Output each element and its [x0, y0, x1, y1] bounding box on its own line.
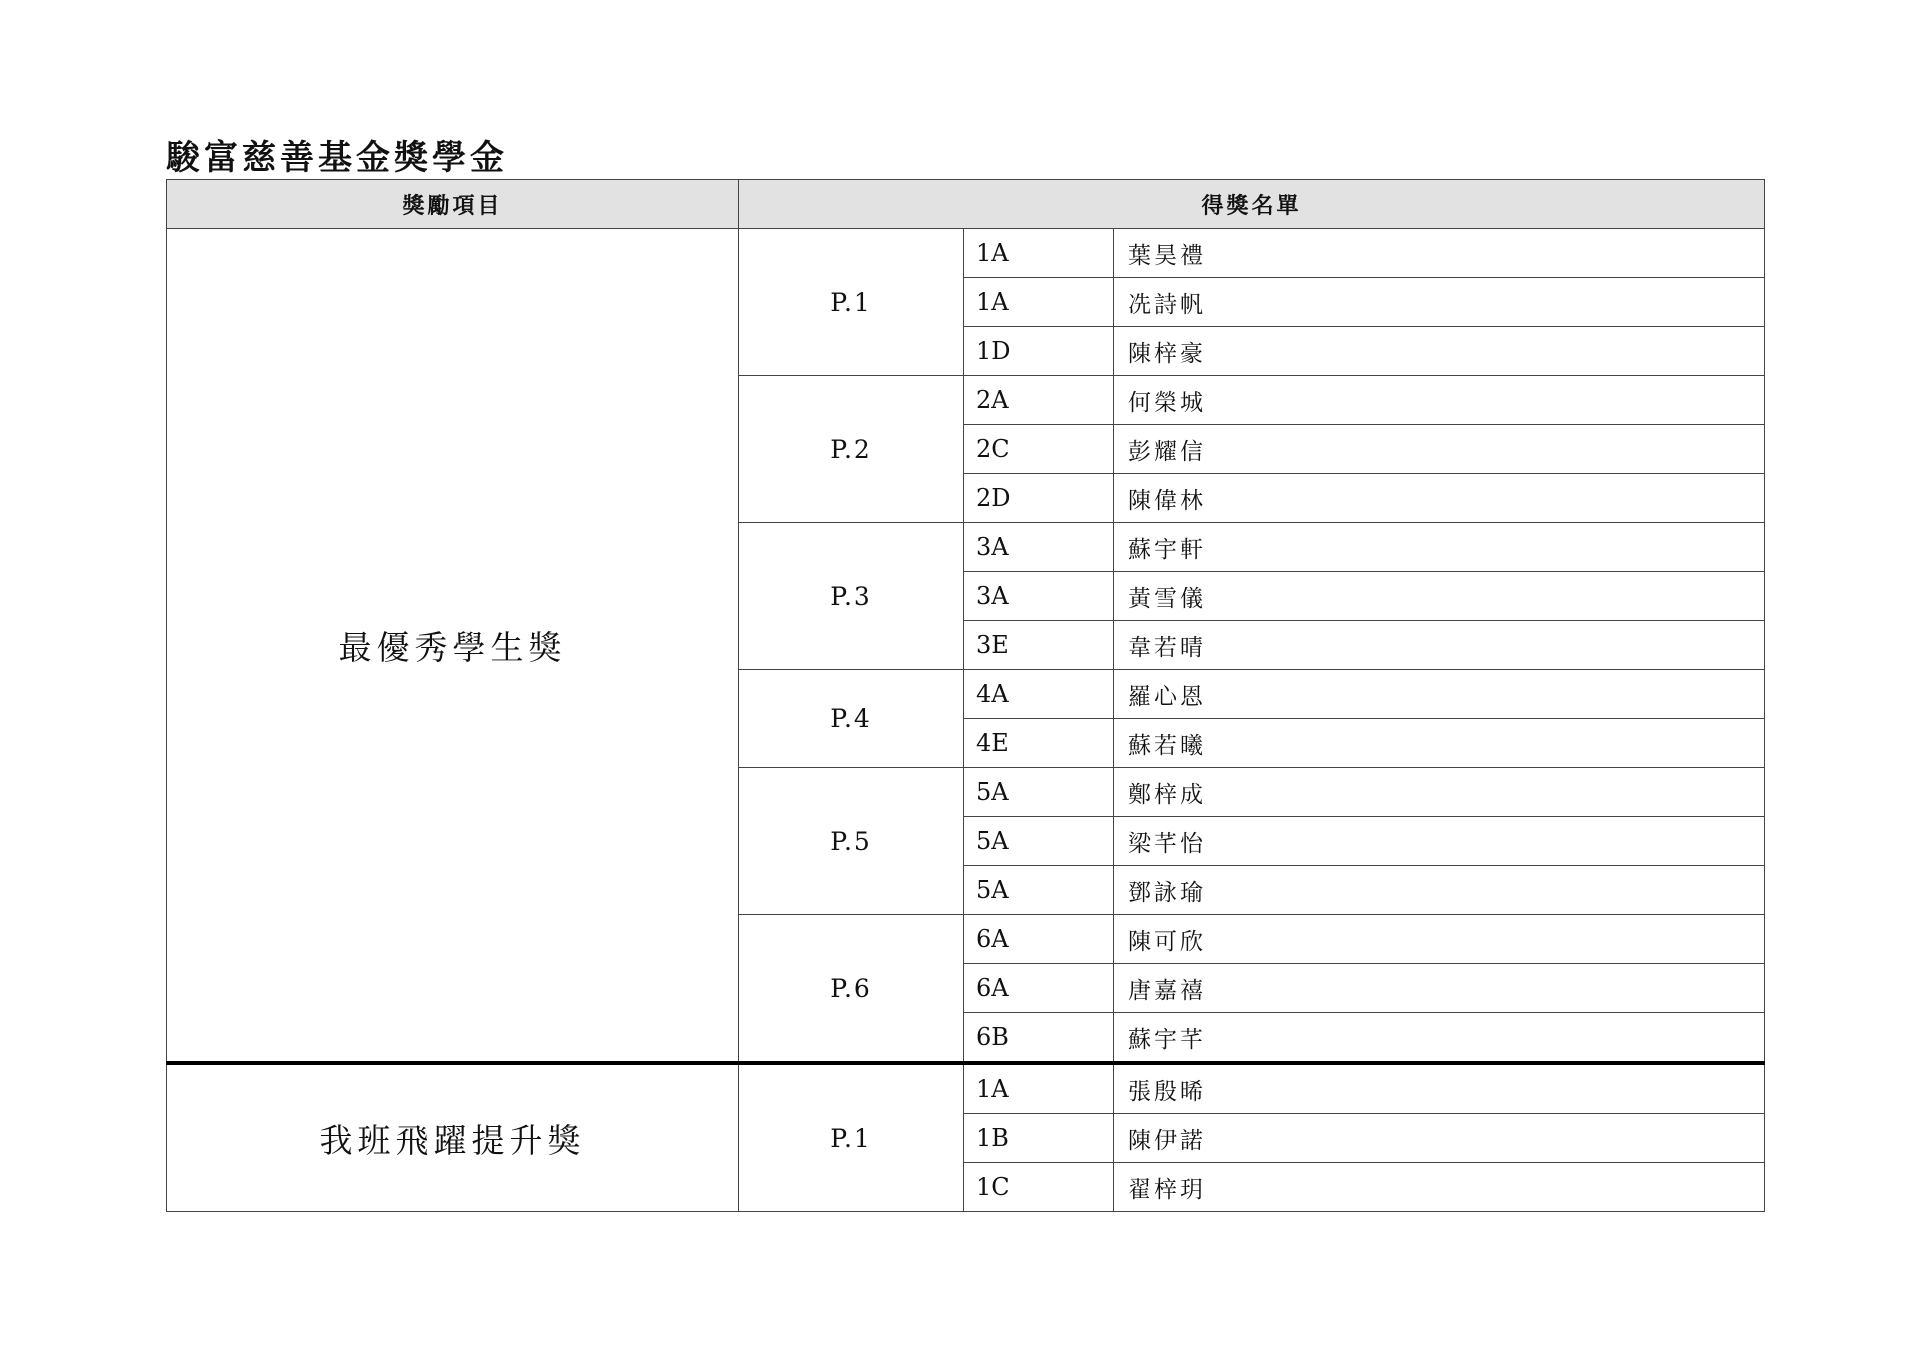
student-name-cell: 冼詩帆 [1114, 278, 1765, 327]
student-name-cell: 葉昊禮 [1114, 229, 1765, 278]
student-name-cell: 陳伊諾 [1114, 1114, 1765, 1163]
grade-level-cell: P.1 [739, 1063, 964, 1212]
award-group [167, 229, 1765, 1064]
grade-level-cell: P.3 [739, 523, 964, 670]
class-cell: 6A [964, 915, 1114, 964]
class-cell: 3A [964, 523, 1114, 572]
page-title: 駿富慈善基金獎學金 [166, 138, 508, 178]
class-cell: 5A [964, 866, 1114, 915]
award-table [166, 179, 1765, 1212]
grade-level-cell: P.5 [739, 768, 964, 915]
student-name-cell: 韋若晴 [1114, 621, 1765, 670]
class-cell: 1A [964, 229, 1114, 278]
table-row [167, 1063, 1765, 1114]
class-cell: 1C [964, 1163, 1114, 1212]
student-name-cell: 陳偉林 [1114, 474, 1765, 523]
student-name-cell: 鄭梓成 [1114, 768, 1765, 817]
grade-level-cell: P.4 [739, 670, 964, 768]
student-name-cell: 翟梓玥 [1114, 1163, 1765, 1212]
student-name-cell: 黃雪儀 [1114, 572, 1765, 621]
class-cell: 1D [964, 327, 1114, 376]
student-name-cell: 唐嘉禧 [1114, 964, 1765, 1013]
class-cell: 6A [964, 964, 1114, 1013]
header-award-item: 獎勵項目 [167, 180, 739, 229]
grade-level-cell: P.1 [739, 229, 964, 376]
class-cell: 1A [964, 1063, 1114, 1114]
class-cell: 3E [964, 621, 1114, 670]
table-header-row [167, 180, 1765, 229]
header-winners: 得獎名單 [739, 180, 1765, 229]
class-cell: 4A [964, 670, 1114, 719]
class-cell: 6B [964, 1013, 1114, 1064]
student-name-cell: 陳可欣 [1114, 915, 1765, 964]
class-cell: 5A [964, 817, 1114, 866]
class-cell: 2C [964, 425, 1114, 474]
student-name-cell: 蘇宇芊 [1114, 1013, 1765, 1064]
grade-level-cell: P.6 [739, 915, 964, 1064]
student-name-cell: 鄧詠瑜 [1114, 866, 1765, 915]
student-name-cell: 羅心恩 [1114, 670, 1765, 719]
award-group [167, 1063, 1765, 1212]
student-name-cell: 蘇若曦 [1114, 719, 1765, 768]
student-name-cell: 陳梓豪 [1114, 327, 1765, 376]
student-name-cell: 梁芊怡 [1114, 817, 1765, 866]
student-name-cell: 彭耀信 [1114, 425, 1765, 474]
award-name-cell: 我班飛躍提升獎 [167, 1063, 739, 1212]
class-cell: 2D [964, 474, 1114, 523]
class-cell: 1B [964, 1114, 1114, 1163]
class-cell: 4E [964, 719, 1114, 768]
table-row [167, 229, 1765, 278]
class-cell: 2A [964, 376, 1114, 425]
class-cell: 3A [964, 572, 1114, 621]
student-name-cell: 張殷晞 [1114, 1063, 1765, 1114]
student-name-cell: 何榮城 [1114, 376, 1765, 425]
student-name-cell: 蘇宇軒 [1114, 523, 1765, 572]
class-cell: 5A [964, 768, 1114, 817]
award-name-cell: 最優秀學生獎 [167, 229, 739, 1064]
class-cell: 1A [964, 278, 1114, 327]
grade-level-cell: P.2 [739, 376, 964, 523]
